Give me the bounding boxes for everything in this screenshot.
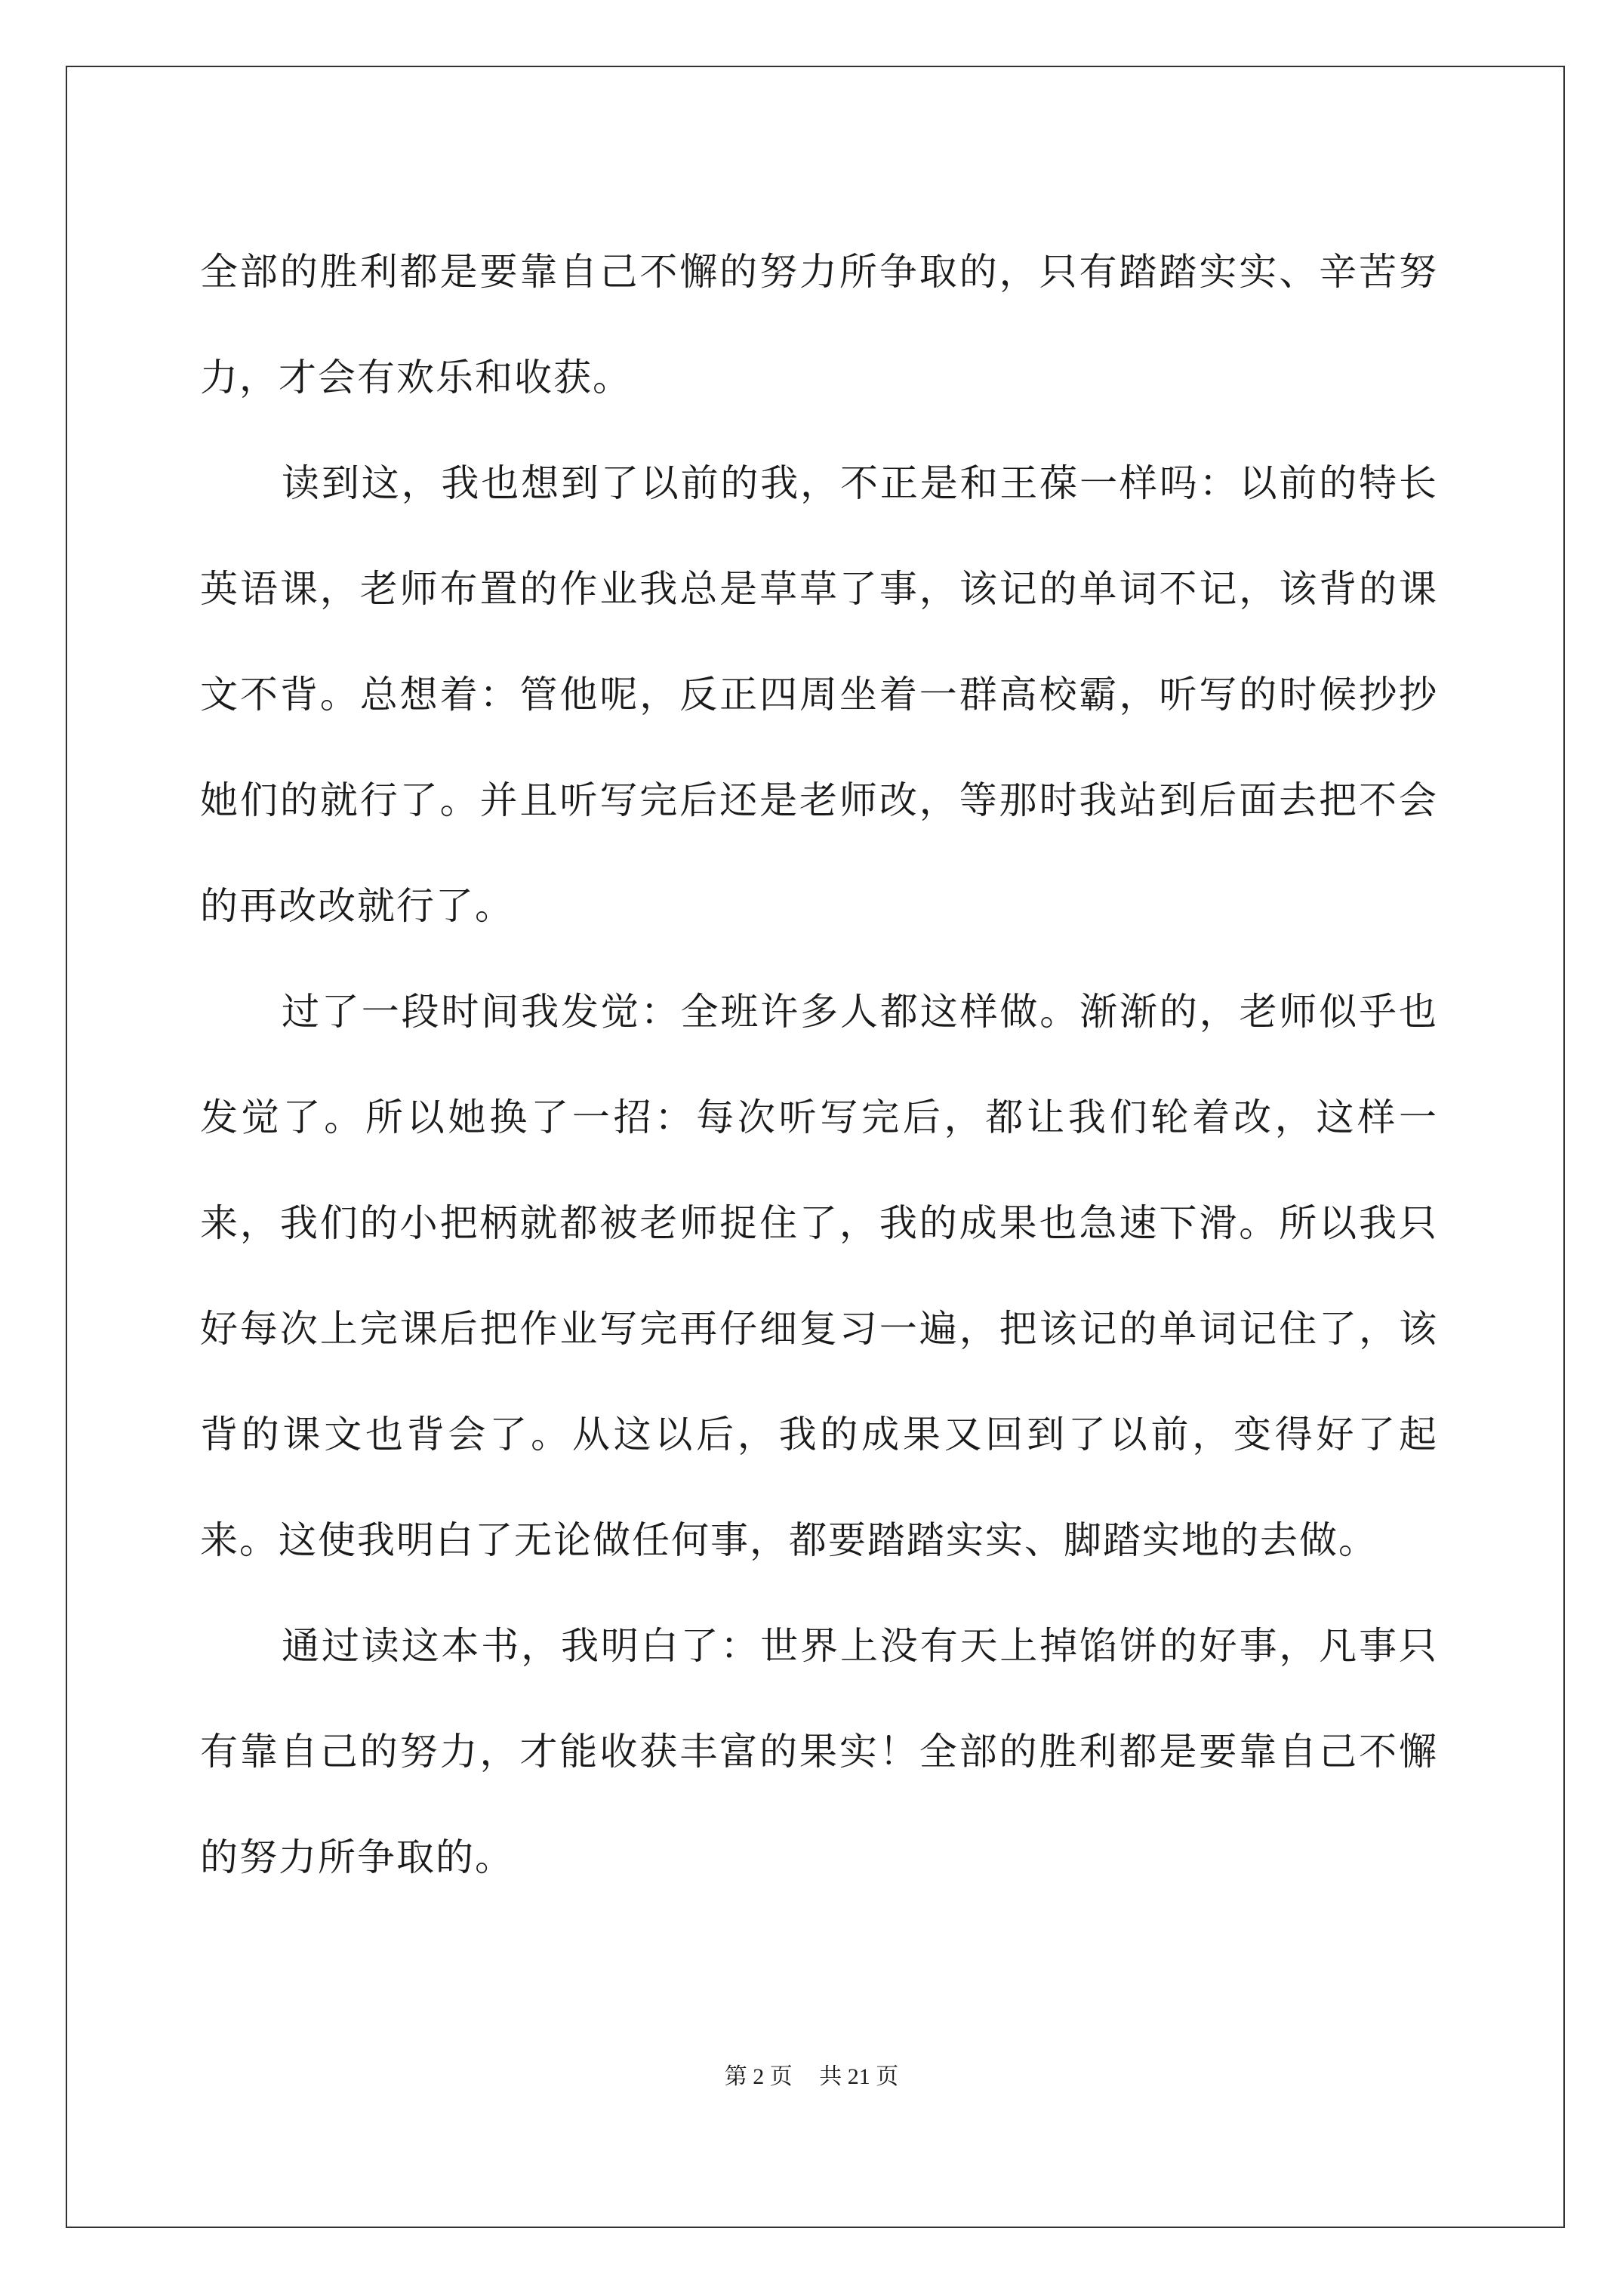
paragraph: 全部的胜利都是要靠自己不懈的努力所争取的，只有踏踏实实、辛苦努力，才会有欢乐和收获。 <box>200 250 1438 399</box>
page-footer <box>0 2057 1623 2091</box>
page-total: 共 21 页 <box>819 2064 899 2089</box>
paragraph: 过了一段时间我发觉：全班许多人都这样做。渐渐的，老师似乎也发觉了。所以她换了一招：每次听写完后，都让我们轮着改，这样一来，我们的小把柄就都被老师捉住了，我的成果也急速下滑。所以我只好每次上完课后把作业写完再仔细复习一遍，把该记的单词记住了，该背的课文也背会了。从这以后，我的成果又回到了以前，变得好了起来。这使我明白了无论做任何事，都要踏踏实实、脚踏实地的去做。 <box>200 990 1438 1562</box>
paragraph: 读到这，我也想到了以前的我，不正是和王葆一样吗：以前的特长英语课，老师布置的作业我总是草草了事，该记的单词不记，该背的课文不背。总想着：管他呢，反正四周坐着一群高校霸，听写的时候抄抄她们的就行了。并且听写完后还是老师改，等那时我站到后面去把不会的再改改就行了。 <box>200 461 1438 928</box>
document-body <box>200 219 1438 1910</box>
page-number: 第 2 页 <box>724 2064 793 2089</box>
paragraph: 通过读这本书，我明白了：世界上没有天上掉馅饼的好事，凡事只有靠自己的努力，才能收获丰富的果实！全部的胜利都是要靠自己不懈的努力所争取的。 <box>200 1624 1438 1879</box>
